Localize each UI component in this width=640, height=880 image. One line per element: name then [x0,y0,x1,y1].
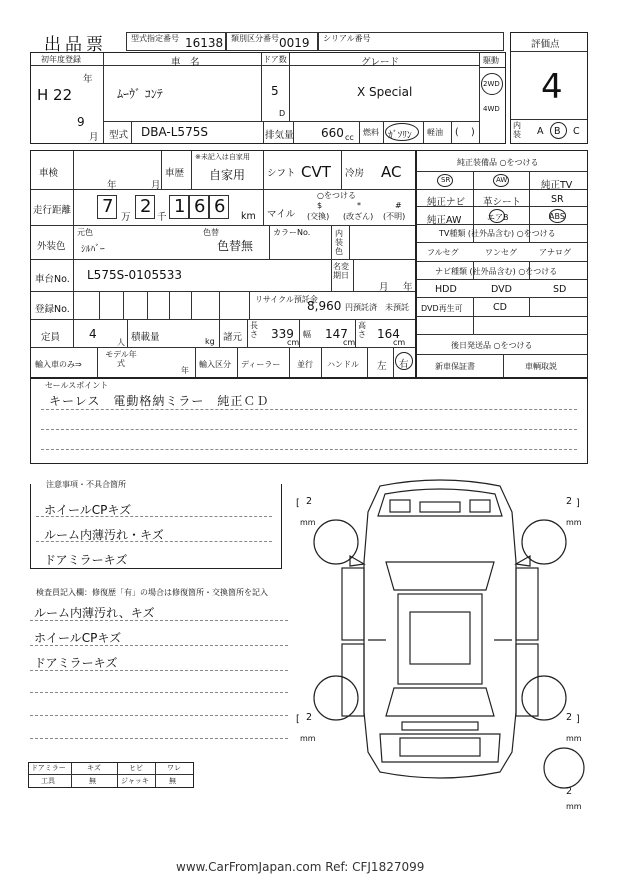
genuine-header: 純正装備品 ○をつける [457,158,539,167]
note-item-3: ドアミラーキズ [44,553,128,567]
equip-airbag: エアB [487,213,509,222]
legend-h4: ワレ [167,764,181,772]
mile-unknown: (不明) [383,212,406,221]
mileage-mark-note: ○をつける [317,191,356,200]
inspector-item-1: ルーム内薄汚れ、キズ [34,606,155,620]
color-label: 外装色 [37,241,66,252]
recycle-label: リサイクル預託金 [255,295,318,304]
grade-value: X Special [357,85,413,99]
sales-point-block [30,378,588,464]
height-unit: cm [393,338,406,347]
mileage-man: 万 [121,212,131,223]
equip-sr: SR [551,194,564,205]
drive-label: 駆動 [483,56,499,65]
legend-h2: キズ [87,764,101,772]
legend-h1: ドアミラー [31,764,66,772]
tread-spare-unit: mm [566,802,582,811]
diesel-label: 軽油 [427,128,443,137]
use-label: 車歴 [165,168,185,179]
recycle-deposited: 預託済 [353,303,377,312]
first-reg-month: 9 [77,115,85,129]
mile-exchange: (交換) [307,212,330,221]
serial-label: シリアル番号 [323,34,371,43]
use-note: ※未記入は自家用 [195,153,250,161]
drive-4wd: 4WD [483,105,500,113]
mileage-digit-5: 6 [214,196,226,217]
page-title: 出品票 [44,35,107,55]
diesel-paren-close: ) [471,127,475,138]
tread-fr-unit: mm [566,518,582,527]
tread-fl: 2 [306,496,313,507]
interior-a: A [537,126,544,137]
shaken-label: 車検 [39,168,59,179]
capacity-label: 定員 [41,332,61,343]
dvd-player: DVD再生可 [421,304,463,313]
fuel-label: 燃料 [363,128,379,137]
tv-header: TV種類 (社外品含む) ○をつける [439,229,556,238]
interior-c: C [573,126,580,137]
ac-label: 冷房 [345,168,365,179]
score-box [510,32,588,144]
diesel-paren-open: ( [455,127,459,138]
legend-h3: ヒビ [129,764,143,772]
equipment-block [416,150,588,378]
chassis-label: 車台No. [35,274,70,285]
chassis-value: L575S-0105533 [87,268,182,282]
note-item-2: ルーム内薄汚れ・キズ [44,528,164,542]
tread-fl-unit: mm [300,518,316,527]
color-no-label: カラーNo. [273,228,311,237]
equip-genuine-navi: 純正ナビ [427,197,466,208]
navi-sd: SD [553,284,567,295]
tread-spare: 2 [566,786,573,797]
orig-color-value: ｼﾙﾊﾞｰ [81,244,105,255]
equip-abs: ABS [549,212,565,221]
later-warranty: 新車保証書 [435,362,475,371]
handle-left: 左 [377,361,387,372]
navi-header: ナビ種類 (社外品含む) ○をつける [435,267,558,276]
score-label: 評価点 [531,39,560,50]
note-item-1: ホイールCPキズ [44,503,132,517]
load-unit: kg [205,337,215,346]
model-label: 型式 [109,130,129,141]
class-label: 類別区分番号 [231,34,279,43]
recycle-not-deposited: 未預託 [385,303,409,312]
navi-hdd: HDD [435,284,457,295]
mile-hash: # [395,201,402,210]
import-dealer: ディーラー [241,360,281,369]
mile-dollar: $ [317,201,323,210]
displacement-value: 660 [321,126,344,140]
width-unit: cm [343,338,356,347]
shift-label: シフト [267,168,296,179]
tread-rl: 2 [306,712,313,723]
car-damage-diagram [290,472,590,802]
inspection-block [30,150,416,378]
vehicle-info-block [30,52,506,144]
length-unit: cm [287,338,300,347]
mile-label: マイル [267,209,296,220]
equip-genuine-tv: 純正TV [541,180,573,191]
tv-analog: アナログ [539,248,571,257]
name-change-month: 月 [379,282,389,293]
mileage-digit-3: 1 [174,196,186,217]
dims-label: 諸元 [223,332,243,343]
interior-label: 内装 [513,121,521,139]
handle-right: 右 [399,359,409,370]
interior-color-label: 内装色 [335,229,343,256]
navi-dvd: DVD [491,284,512,295]
type-cert-value: 16138 [185,36,224,50]
km-unit: km [241,211,256,222]
notes-label: 注意事項・不具合箇所 [46,480,126,489]
ac-value: AC [381,163,402,181]
mileage-digit-1: 7 [102,196,114,217]
fuel-value: ｶﾞｿﾘﾝ [388,130,412,141]
interior-b: B [554,126,561,137]
footer-watermark: www.CarFromJapan.com Ref: CFJ1827099 [176,860,425,874]
inspector-item-3: ドアミラーキズ [34,656,118,670]
sales-text: キーレス 電動格納ミラー 純正ＣＤ [49,394,270,408]
type-cert-cell [126,32,226,51]
doors-label: ドア数 [263,55,287,64]
equip-cd: CD [493,302,507,313]
width-value: 147 [325,327,348,341]
displacement-label: 排気量 [265,130,294,141]
later-manual: 車輌取説 [525,362,557,371]
equip-sunroof: SR [441,176,451,184]
grade-label: グレード [361,57,400,68]
tv-fullseg: フルセグ [427,248,459,257]
doors-value: 5 [271,84,279,98]
legend-r1: 工具 [41,777,55,785]
cc-unit: cc [345,133,354,142]
name-change-label: 名変期日 [333,262,349,280]
mileage-digit-2: 2 [140,196,152,217]
car-name: ﾑｰｳﾞ ｺﾝﾃ [117,87,163,101]
shaken-month-unit: 月 [151,180,161,191]
tread-rr-unit: mm [566,734,582,743]
type-cert-label: 型式指定番号 [131,34,179,43]
class-value: 0019 [279,36,310,50]
reg-no-label: 登録No. [35,304,70,315]
handle-label: ハンドル [327,360,359,369]
doors-suffix: D [279,109,286,118]
mile-tampered: (改ざん) [343,212,374,221]
tv-oneseg: ワンセグ [485,248,517,257]
shift-value: CVT [301,163,331,181]
length-value: 339 [271,327,294,341]
drive-2wd: 2WD [483,80,500,88]
later-header: 後日発送品 ○をつける [451,341,533,350]
month-unit: 月 [89,132,99,143]
model-year-label: モデル年式 [105,350,137,368]
orig-color-label: 元色 [77,228,93,237]
legend-r3: ジャッキ [121,777,149,785]
width-label: 幅 [303,330,311,339]
model-value: DBA-L575S [141,125,208,139]
repaint-label: 色替 [203,228,219,237]
recycle-value: 8,960 [307,299,342,313]
sales-label: セールスポイント [45,381,109,390]
model-year-unit: 年 [181,366,189,375]
first-reg-label: 初年度登録 [41,55,81,64]
equip-genuine-aw: 純正AW [427,215,462,226]
capacity-value: 4 [89,327,97,341]
tread-rr: 2 [566,712,573,723]
legend-r2: 無 [89,777,96,785]
equip-leather: 革シート [483,197,522,208]
inspector-item-2: ホイールCPキズ [34,631,122,645]
recycle-unit: 円 [345,303,353,312]
first-reg-year: H 22 [37,86,73,104]
score-value: 4 [541,67,563,107]
mileage-digit-4: 6 [194,196,206,217]
import-label: 輸入車のみ⇒ [35,360,82,369]
load-label: 積載量 [131,332,160,343]
mileage-sen: 千 [157,212,167,223]
serial-cell [318,32,504,51]
name-change-day: 年 [403,282,413,293]
repaint-value: 色替無 [217,239,254,253]
import-parallel: 並行 [297,360,313,369]
inspector-label: 検査員記入欄：修復歴「有」の場合は修復箇所・交換箇所を記入 [36,588,268,597]
height-label: 高さ [358,321,366,339]
length-label: 長さ [250,321,258,339]
import-type-label: 輸入区分 [199,360,231,369]
capacity-unit: 人 [117,338,125,347]
mile-star: * [357,201,361,210]
shaken-year-unit: 年 [107,180,117,191]
use-value: 自家用 [209,168,246,182]
equip-aw: AW [496,176,508,184]
height-value: 164 [377,327,400,341]
legend-table [28,762,194,788]
tread-rl-unit: mm [300,734,316,743]
tread-fr: 2 [566,496,573,507]
car-name-label: 車 名 [171,57,200,68]
mileage-label: 走行距離 [33,205,72,216]
class-cell [226,32,318,51]
year-unit: 年 [83,74,93,85]
legend-r4: 無 [169,777,176,785]
